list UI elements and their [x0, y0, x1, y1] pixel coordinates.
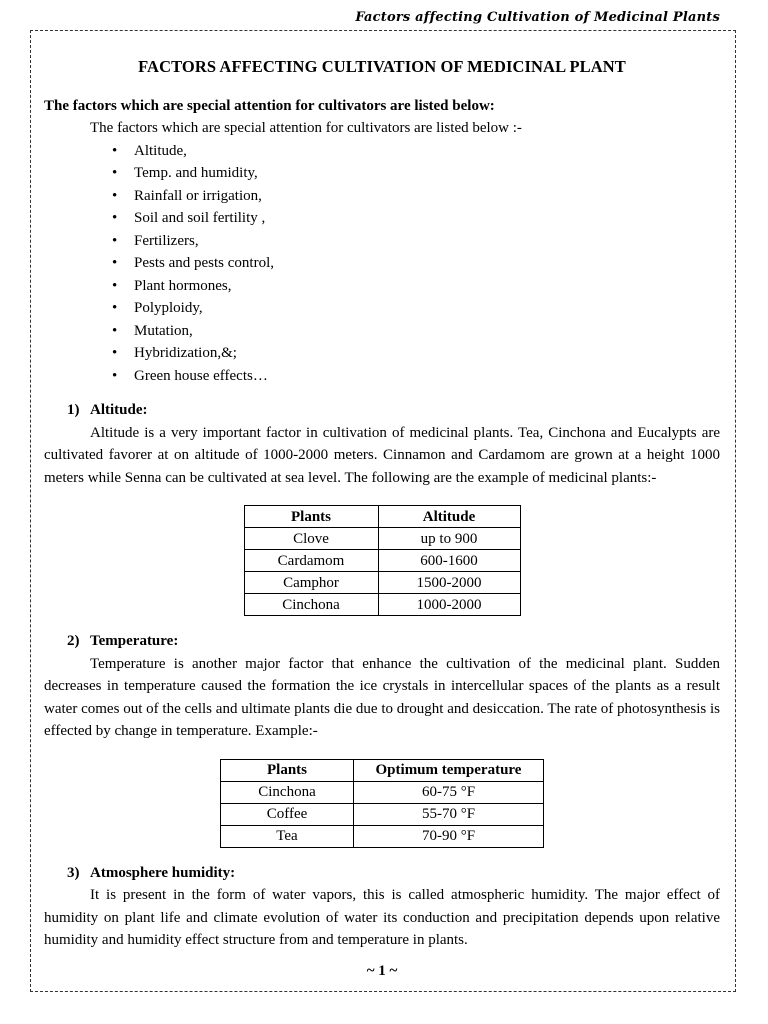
list-item [112, 297, 720, 320]
section-number: 1) [67, 402, 80, 418]
list-item-text: Temp. and humidity, [134, 165, 258, 181]
intro-text: The factors which are special attention for cultivators are listed below :- [90, 120, 522, 136]
list-item-text: Mutation, [134, 322, 193, 339]
table-header-cell: Optimum temperature [354, 759, 544, 781]
table-header-row [244, 506, 520, 528]
section-number: 3) [67, 864, 80, 881]
temperature-table [220, 759, 544, 848]
list-item [112, 320, 720, 343]
bullet-icon: • [112, 232, 118, 249]
list-item [112, 207, 720, 230]
list-item [112, 140, 720, 163]
list-item-text: Polyploidy, [134, 300, 203, 316]
table-cell: up to 900 [378, 528, 520, 550]
table-cell: 600-1600 [378, 550, 520, 572]
table-row [244, 572, 520, 594]
section-humidity [44, 862, 720, 952]
list-item-text: Altitude, [134, 142, 187, 159]
table-header-row [221, 759, 544, 781]
page-number: ~ 1 ~ [366, 962, 398, 979]
section-paragraph: It is present in the form of water vapors, this is called atmospheric humidity. The major effect of humidity on plant life and climate evolution of water its conduction and precipitation depends upon relative humidity and humidity effect structure from and temperature in plants. [44, 887, 720, 948]
list-item-text: Fertilizers, [134, 232, 199, 249]
bullet-icon: • [112, 165, 118, 181]
table-header-cell: Altitude [378, 506, 520, 528]
section-heading [44, 862, 720, 885]
list-item-text: Hybridization,&; [134, 345, 237, 361]
section-title: Atmosphere humidity: [90, 864, 236, 881]
table-cell: 70-90 °F [354, 825, 544, 847]
bullet-icon: • [112, 322, 118, 339]
table-cell: Cardamom [244, 550, 378, 572]
list-item-text: Plant hormones, [134, 277, 232, 294]
section-heading [44, 399, 720, 422]
table-header-cell: Plants [244, 506, 378, 528]
list-item-text: Green house effects… [134, 367, 268, 384]
section-title: Altitude: [90, 402, 148, 418]
table-header-cell: Plants [221, 759, 354, 781]
table-row [221, 825, 544, 847]
table-row [244, 528, 520, 550]
table-cell: 55-70 °F [354, 803, 544, 825]
page-content [44, 56, 720, 982]
list-item [112, 252, 720, 275]
table-row [244, 550, 520, 572]
table-row [221, 803, 544, 825]
table-cell: Clove [244, 528, 378, 550]
section-altitude [44, 399, 720, 616]
intro-heading: The factors which are special attention for cultivators are listed below: [44, 97, 495, 114]
section-heading [44, 630, 720, 653]
table-cell: Coffee [221, 803, 354, 825]
bullet-icon: • [112, 345, 118, 361]
table-cell: Cinchona [221, 781, 354, 803]
bullet-icon: • [112, 187, 118, 204]
bullet-icon: • [112, 210, 118, 226]
document-title: FACTORS AFFECTING CULTIVATION OF MEDICINAL PLANT [138, 57, 626, 76]
table-cell: 1500-2000 [378, 572, 520, 594]
section-number: 2) [67, 633, 80, 649]
table-cell: 1000-2000 [378, 594, 520, 616]
list-item [112, 185, 720, 208]
table-row [221, 781, 544, 803]
bullet-icon: • [112, 367, 118, 384]
table-cell: Camphor [244, 572, 378, 594]
altitude-table [244, 505, 521, 616]
list-item-text: Soil and soil fertility , [134, 210, 266, 226]
list-item [112, 162, 720, 185]
bullet-icon: • [112, 142, 118, 159]
bullet-icon: • [112, 300, 118, 316]
table-row [244, 594, 520, 616]
running-header: Factors affecting Cultivation of Medicinal Plants [355, 10, 720, 25]
table-cell: Cinchona [244, 594, 378, 616]
table-cell: 60-75 °F [354, 781, 544, 803]
section-title: Temperature: [90, 633, 179, 649]
section-temperature [44, 630, 720, 848]
bullet-icon: • [112, 255, 118, 271]
list-item [112, 365, 720, 388]
section-paragraph: Altitude is a very important factor in cultivation of medicinal plants. Tea, Cinchona and Eucalypts are cultivated favorer at on altitude of 1000-2000 meters. Cinnamon and Cardamom are grown at a height 1000 meters while Senna can be cultivated at sea level. The following are the example of medicinal plants:- [44, 424, 720, 486]
section-paragraph: Temperature is another major factor that enhance the cultivation of the medicinal plant. Sudden decreases in temperature caused the formation the ice crystals in intercellular spaces of the plants as a result water comes out of the cells and ultimate plants die due to drought and desiccation. The rate of photosynthesis is effected by change in temperature. Example:- [44, 655, 720, 739]
table-cell: Tea [221, 825, 354, 847]
list-item-text: Rainfall or irrigation, [134, 187, 262, 204]
list-item [112, 275, 720, 298]
bullet-icon: • [112, 277, 118, 294]
list-item [112, 230, 720, 253]
factors-list [44, 140, 720, 388]
list-item [112, 342, 720, 365]
list-item-text: Pests and pests control, [134, 255, 274, 271]
